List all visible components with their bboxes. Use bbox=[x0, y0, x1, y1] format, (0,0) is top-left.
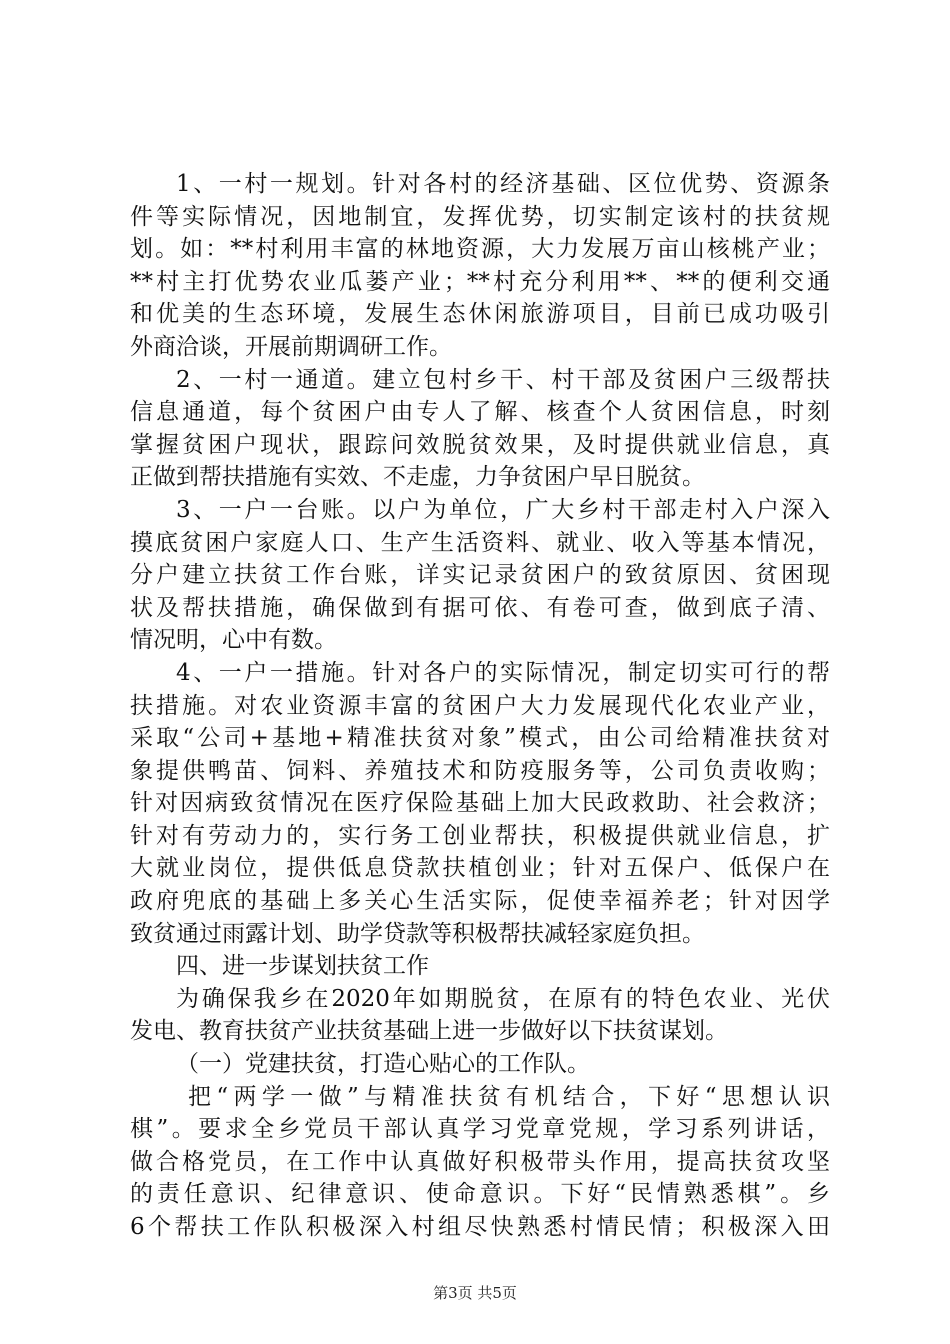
paragraph-1-line-2: 件等实际情况，因地制宜，发挥优势，切实制定该村的扶贫规 bbox=[130, 203, 830, 230]
paragraph-4-line-3: 采取“公司+基地+精准扶贫对象”模式，由公司给精准扶贫对 bbox=[130, 725, 830, 752]
paragraph-2-line-3: 掌握贫困户现状，跟踪问效脱贫效果，及时提供就业信息，真 bbox=[130, 431, 830, 458]
paragraph-1-line-4: **村主打优势农业瓜蒌产业；**村充分利用**、**的便利交通 bbox=[130, 268, 830, 295]
subsection-heading: （一）党建扶贫，打造心贴心的工作队。 bbox=[176, 1051, 590, 1078]
paragraph-2-line-4: 正做到帮扶措施有实效、不走虚，力争贫困户早日脱贫。 bbox=[130, 464, 705, 491]
paragraph-5-line-1: 为确保我乡在2020年如期脱贫，在原有的特色农业、光伏 bbox=[176, 985, 830, 1012]
paragraph-4-line-9: 致贫通过雨露计划、助学贷款等积极帮扶减轻家庭负担。 bbox=[130, 920, 705, 947]
paragraph-1-line-5: 和优美的生态环境，发展生态休闲旅游项目，目前已成功吸引 bbox=[130, 301, 830, 328]
paragraph-3-line-4: 状及帮扶措施，确保做到有据可依、有卷可查，做到底子清、 bbox=[130, 594, 830, 621]
paragraph-6-line-1: 把“两学一做”与精准扶贫有机结合，下好“思想认识 bbox=[188, 1083, 830, 1110]
paragraph-5-line-2: 发电、教育扶贫产业扶贫基础上进一步做好以下扶贫谋划。 bbox=[130, 1018, 728, 1045]
paragraph-6-line-5: 6个帮扶工作队积极深入村组尽快熟悉村情民情；积极深入田 bbox=[130, 1214, 830, 1240]
paragraph-4-line-8: 政府兜底的基础上多关心生活实际，促使幸福养老；针对因学 bbox=[130, 888, 830, 915]
paragraph-3-line-5: 情况明，心中有数。 bbox=[130, 627, 337, 654]
paragraph-4-line-5: 针对因病致贫情况在医疗保险基础上加大民政救助、社会救济； bbox=[130, 790, 830, 817]
paragraph-6-line-4: 的责任意识、纪律意识、使命意识。下好“民情熟悉棋”。乡 bbox=[130, 1181, 830, 1208]
paragraph-4-line-4: 象提供鸭苗、饲料、养殖技术和防疫服务等，公司负责收购； bbox=[130, 757, 830, 784]
paragraph-6-line-2: 棋”。要求全乡党员干部认真学习党章党规，学习系列讲话， bbox=[130, 1116, 830, 1143]
paragraph-4-line-6: 针对有劳动力的，实行务工创业帮扶，积极提供就业信息，扩 bbox=[130, 822, 830, 849]
paragraph-2-line-1: 2、一村一通道。建立包村乡干、村干部及贫困户三级帮扶 bbox=[176, 366, 830, 393]
document-body bbox=[130, 168, 830, 1244]
paragraph-1-line-3: 划。如：**村利用丰富的林地资源，大力发展万亩山核桃产业； bbox=[130, 236, 830, 263]
page-number-footer: 第3页 共5页 bbox=[433, 1284, 517, 1302]
paragraph-4-line-2: 扶措施。对农业资源丰富的贫困户大力发展现代化农业产业， bbox=[130, 692, 830, 719]
paragraph-1-line-6: 外商洽谈，开展前期调研工作。 bbox=[130, 333, 452, 360]
paragraph-6-line-3: 做合格党员，在工作中认真做好积极带头作用，提高扶贫攻坚 bbox=[130, 1148, 830, 1175]
paragraph-3-line-1: 3、一户一台账。以户为单位，广大乡村干部走村入户深入 bbox=[176, 496, 830, 523]
section-heading: 四、进一步谋划扶贫工作 bbox=[176, 953, 429, 980]
paragraph-3-line-3: 分户建立扶贫工作台账，详实记录贫困户的致贫原因、贫困现 bbox=[130, 562, 830, 589]
paragraph-3-line-2: 摸底贫困户家庭人口、生产生活资料、就业、收入等基本情况， bbox=[130, 529, 830, 556]
paragraph-2-line-2: 信息通道，每个贫困户由专人了解、核查个人贫困信息，时刻 bbox=[130, 399, 830, 426]
paragraph-1-line-1: 1、一村一规划。针对各村的经济基础、区位优势、资源条 bbox=[176, 171, 830, 197]
paragraph-4-line-7: 大就业岗位，提供低息贷款扶植创业；针对五保户、低保户在 bbox=[130, 855, 830, 882]
paragraph-4-line-1: 4、一户一措施。针对各户的实际情况，制定切实可行的帮 bbox=[176, 659, 830, 686]
